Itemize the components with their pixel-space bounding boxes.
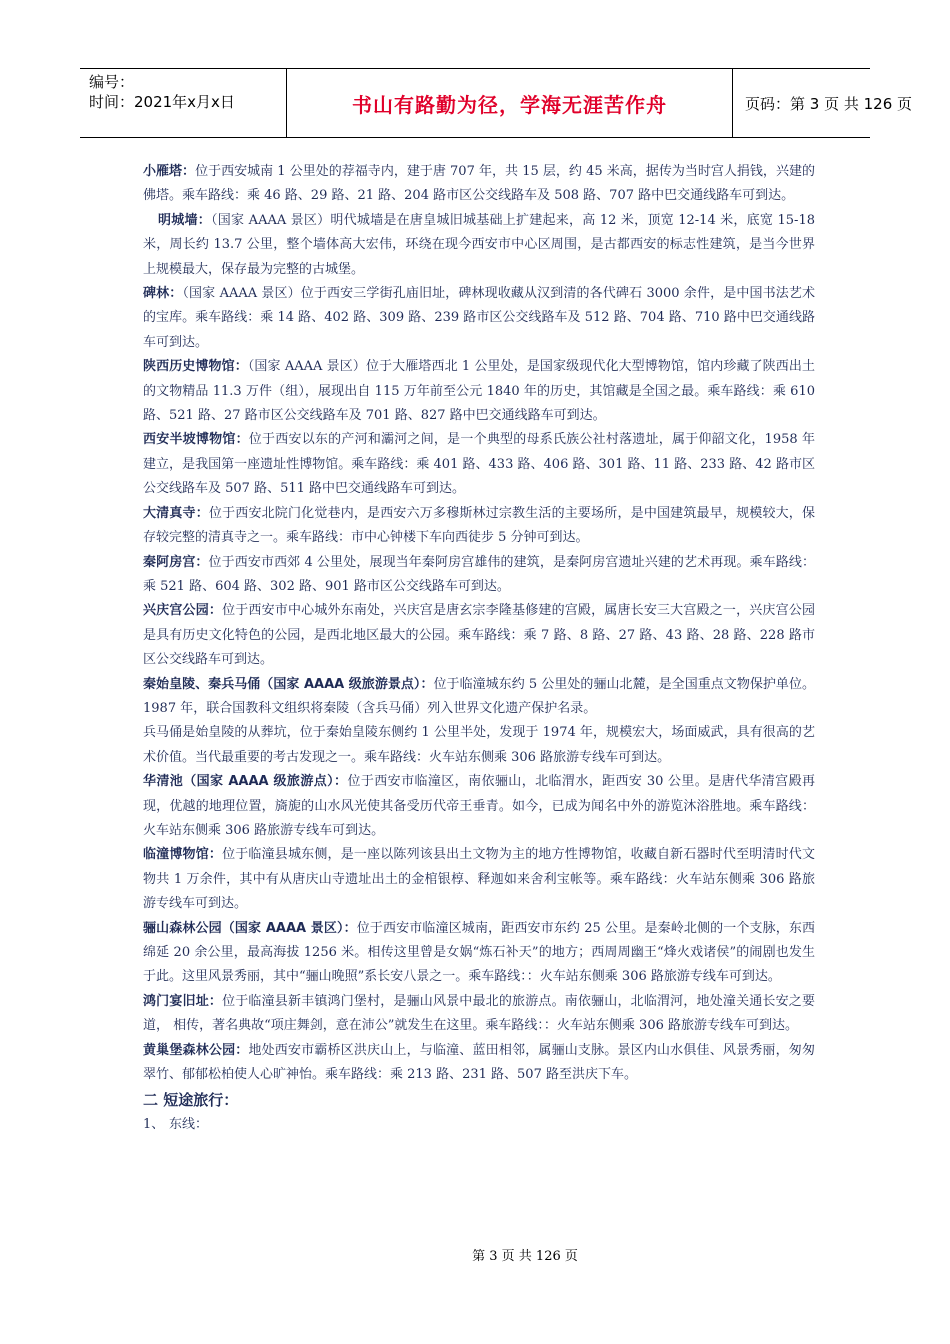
page-header [80, 68, 913, 138]
entry-text: 位于西安市西郊 4 公里处，展现当年秦阿房宫雄伟的建筑，是秦阿房宫遗址兴建的艺术再现。乘车路线：乘 521 路、604 路、302 路、901 路市区公交线路车可到达。 [143, 554, 815, 594]
entry-banpo-museum [143, 428, 815, 501]
entry-text: 位于临潼县城东侧，是一座以陈列该县出土文物为主的地方性博物馆，收藏自新石器时代至明清时代文物共 1 万余件，其中有从唐庆山寺遗址出土的金棺银椁、释迦如来舍利宝帐等。乘车路线：火车站东侧乘 306 路旅游专线车可到达。 [143, 847, 815, 912]
entry-terracotta-warriors [143, 721, 815, 770]
header-motto: 书山有路勤为径，学海无涯苦作舟 [352, 92, 667, 117]
header-motto-cell [286, 69, 733, 137]
entry-text: 位于西安以东的产河和灞河之间，是一个典型的母系氏族公社村落遗址，属于仰韶文化，1958 年建立，是我国第一座遗址性博物馆。乘车路线：乘 401 路、433 路、406 路、301 路、11 路、233 路、42 路市区公交线路车及 507 路、511 路中巴交通线路车可到达。 [143, 432, 815, 497]
entry-term: 秦阿房宫： [143, 554, 209, 570]
entry-term: 西安半坡博物馆： [143, 432, 249, 448]
entry-text: 位于西安市中心城外东南处，兴庆宫是唐玄宗李隆基修建的宫殿，属唐长安三大宫殿之一，兴庆宫公园是具有历史文化特色的公园，是西北地区最大的公园。乘车路线：乘 7 路、8 路、27 路、43 路、28 路、228 路市区公交线路车可到达。 [143, 603, 815, 668]
header-left-cell [80, 69, 286, 137]
entry-text: （国家 AAAA 景区）位于西安三学街孔庙旧址，碑林现收藏从汉到清的各代碑石 3000 余件，是中国书法艺术的宝库。乘车路线：乘 14 路、402 路、309 路、239 路市区公交线路车及 512 路、704 路、710 路中巴交通线路车可到达。 [143, 286, 815, 350]
entry-xingqing-park [143, 599, 815, 672]
entry-term: 华清池（国家 AAAA 级旅游点）： [143, 774, 348, 790]
header-page-number: 页码：第 3 页 共 126 页 [745, 94, 913, 113]
entry-text: 位于西安市临潼区城南，距西安市东约 25 公里。是秦岭北侧的一个支脉，东西绵延 20 余公里，最高海拔 1256 米。相传这里曾是女娲“炼石补天”的地方；西周周幽王“烽火戏诸侯”的闹剧也发生于此。这里风景秀丽，其中“骊山晚照”系长安八景之一。乘车路线：：火车站东侧乘 306 路旅游专线车可到达。 [143, 920, 816, 985]
entry-term: 鸿门宴旧址： [143, 993, 223, 1009]
entry-text: 位于西安北院门化觉巷内，是西安六万多穆斯林过宗教生活的主要场所，是中国建筑最早，规模较大，保存较完整的清真寺之一。乘车路线：市中心钟楼下车向西徒步 5 分钟可到达。 [143, 505, 815, 546]
document-number-label: 编号： [89, 73, 135, 91]
entry-term: 骊山森林公园（国家 AAAA 景区）： [143, 920, 357, 936]
entry-lintong-museum [143, 843, 815, 916]
entry-huangchaobao-forest-park [143, 1039, 815, 1088]
entry-ming-city-wall [143, 209, 815, 282]
document-time-label: 时间：2021年x月x日 [89, 93, 235, 111]
entry-term: 小雁塔： [143, 164, 196, 179]
entry-shaanxi-history-museum [143, 355, 815, 428]
entry-text: 位于临潼县新丰镇鸿门堡村，是骊山风景中最北的旅游点。南依骊山，北临渭河，地处潼关通长安之要道， 相传，著名典故“项庄舞剑，意在沛公”就发生在这里。乘车路线：：火车站东侧乘 306 路旅游专线车可到达。 [143, 993, 815, 1034]
entry-term: 明城墙： [158, 212, 212, 228]
entry-term: 大清真寺： [143, 505, 209, 521]
entry-term: 秦始皇陵、秦兵马俑（国家 AAAA 级旅游景点）： [143, 676, 434, 692]
entry-text: 兵马俑是始皇陵的从葬坑，位于秦始皇陵东侧约 1 公里半处，发现于 1974 年，规模宏大，场面威武，具有很高的艺术价值。当代最重要的考古发现之一。乘车路线：火车站东侧乘 306 路旅游专线车可到达。 [143, 725, 815, 765]
entry-text: 位于临潼城东约 5 公里处的骊山北麓，是全国重点文物保护单位。1987 年，联合国教科文组织将秦陵（含兵马俑）列入世界文化遗产保护名录。 [143, 676, 815, 716]
list-text: 东线： [169, 1117, 209, 1133]
entry-lishan-forest-park [143, 917, 815, 990]
header-page-cell [733, 69, 913, 137]
entry-term: 临潼博物馆： [143, 847, 223, 863]
page-footer: 第 3 页 共 126 页 [472, 1249, 578, 1264]
entry-text: （国家 AAAA 景区）明代城墙是在唐皇城旧城基础上扩建起来，高 12 米，顶宽 12-14 米，底宽 15-18 米，周长约 13.7 公里，整个墙体高大宏伟，环绕在现今西安市中心区周围，是古都西安的标志性建筑，是当今世界上规模最大，保存最为完整的古城堡。 [143, 212, 815, 277]
entry-stele-forest [143, 282, 815, 355]
entry-epang-palace [143, 551, 815, 600]
entry-term: 碑林： [143, 286, 183, 302]
entry-text: （国家 AAAA 景区）位于大雁塔西北 1 公里处，是国家级现代化大型博物馆，馆内珍藏了陕西出土的文物精品 11.3 万件（组），展现出自 115 万年前至公元 1840 年的历史，其馆藏是全国之最。乘车路线：乘 610 路、521 路、27 路市区公交线路车及 701 路、827 路中巴交通线路车可到达。 [143, 359, 815, 424]
section-heading: 二 短途旅行： [143, 1091, 239, 1110]
list-item [143, 1113, 815, 1137]
entry-text: 地处西安市霸桥区洪庆山上，与临潼、蓝田相邻，属骊山支脉。景区内山水俱佳、风景秀丽，匆匆翠竹、郁郁松柏使人心旷神怡。乘车路线：乘 213 路、231 路、507 路至洪庆下车。 [143, 1042, 815, 1083]
document-body [143, 160, 815, 1137]
entry-text: 位于西安市临潼区，南依骊山，北临渭水，距西安 30 公里。是唐代华清宫殿再现，优越的地理位置，旖旎的山水风光使其备受历代帝王垂青。如今，已成为闻名中外的游览沐浴胜地。乘车路线：火车站东侧乘 306 路旅游专线车可到达。 [143, 774, 815, 838]
entry-hongmen-banquet-site [143, 990, 815, 1039]
entry-term: 陕西历史博物馆： [143, 359, 248, 375]
list-number: 1、 [143, 1117, 165, 1133]
entry-text: 位于西安城南 1 公里处的荐福寺内，建于唐 707 年，共 15 层，约 45 米高，据传为当时宫人捐钱，兴建的佛塔。乘车路线：乘 46 路、29 路、21 路、204 路市区公交线路车及 508 路、707 路中巴交通线路车可到达。 [143, 164, 815, 204]
entry-qin-mausoleum [143, 673, 815, 722]
entry-great-mosque [143, 502, 815, 551]
entry-term: 黄巢堡森林公园： [143, 1042, 249, 1058]
entry-xiaoyan-pagoda [143, 160, 815, 209]
entry-term: 兴庆宫公园： [143, 603, 223, 619]
entry-huaqing-pool [143, 770, 815, 843]
